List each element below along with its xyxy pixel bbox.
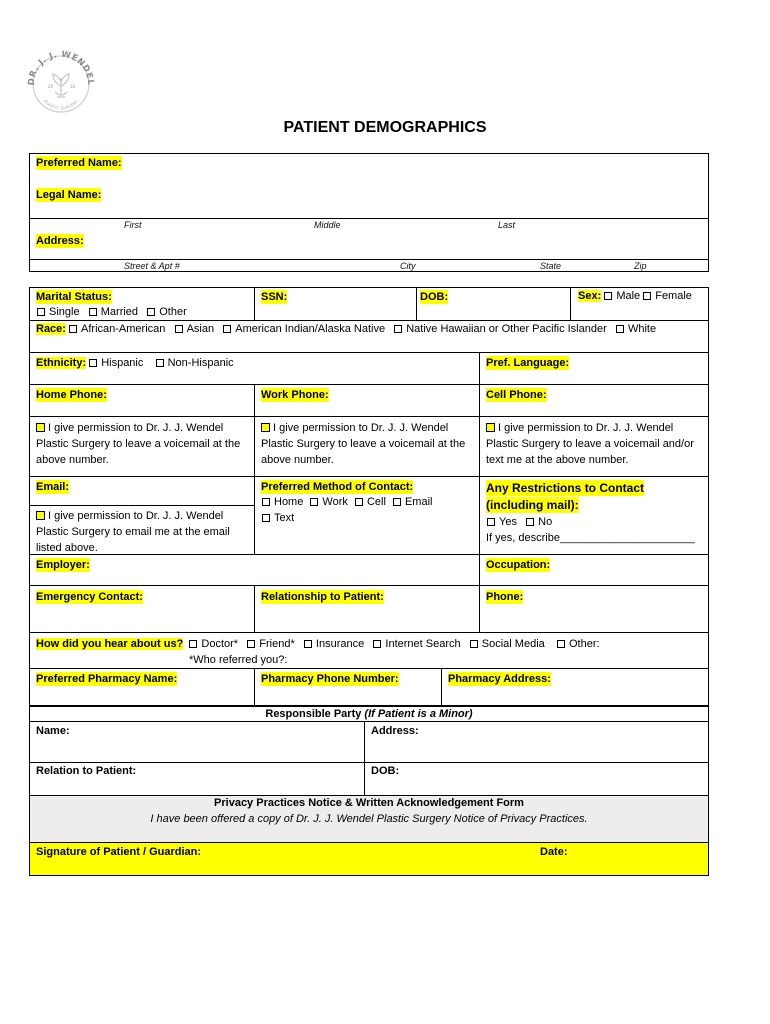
sex-label: Sex:	[578, 290, 602, 302]
work-voicemail-permission: I give permission to Dr. J. J. Wendel Plastic Surgery to leave a voicemail at the above number.	[261, 422, 466, 466]
home-phone-label: Home Phone:	[36, 389, 107, 401]
checkbox-hispanic[interactable]	[89, 359, 97, 367]
preferred-contact-label: Preferred Method of Contact:	[261, 481, 414, 493]
marital-options: Single Married Other	[37, 304, 187, 320]
occupation-label: Occupation:	[486, 559, 551, 571]
logo-subtext: PLASTIC SURGERY	[43, 99, 79, 111]
cell-voicemail-permission: I give permission to Dr. J. J. Wendel Plastic Surgery to leave a voicemail and/or text me at the above number.	[486, 422, 694, 466]
pharmacy-phone-label: Pharmacy Phone Number:	[261, 673, 399, 685]
hear-about-label: How did you hear about us?	[36, 638, 184, 650]
checkbox-white[interactable]	[616, 325, 624, 333]
checkbox-male[interactable]	[604, 292, 612, 300]
checkbox-non-hispanic[interactable]	[156, 359, 164, 367]
rp-address-label: Address:	[371, 725, 419, 737]
sex-field: Sex: Male Female	[578, 290, 692, 302]
logo-est-left: 20	[48, 84, 54, 89]
checkbox-contact-text[interactable]	[262, 514, 270, 522]
signature-label: Signature of Patient / Guardian:	[36, 846, 202, 858]
city-label: City	[400, 261, 416, 271]
pharmacy-address-label: Pharmacy Address:	[448, 673, 551, 685]
logo-est-right: 18	[70, 84, 76, 89]
pharmacy-name-label: Preferred Pharmacy Name:	[36, 673, 178, 685]
work-permission-checkbox[interactable]	[261, 423, 270, 432]
ethnicity-field: Ethnicity: Hispanic Non-Hispanic	[36, 357, 234, 369]
restrictions-label-1: Any Restrictions to Contact	[486, 481, 645, 495]
checkbox-hear-friend[interactable]	[247, 640, 255, 648]
dob-label: DOB:	[420, 291, 449, 303]
emergency-contact-label: Emergency Contact:	[36, 591, 143, 603]
state-label: State	[540, 261, 562, 271]
restrictions-describe: If yes, describe______________________	[486, 532, 695, 544]
privacy-text: I have been offered a copy of Dr. J. J. Wendel Plastic Surgery Notice of Privacy Practices.	[150, 813, 588, 825]
checkbox-married[interactable]	[89, 308, 97, 316]
contact-options-row1: Home Work Cell Email	[262, 494, 432, 510]
marital-status-label: Marital Status:	[36, 291, 112, 303]
checkbox-african-american[interactable]	[69, 325, 77, 333]
preferred-name-label: Preferred Name:	[36, 157, 122, 169]
checkbox-hear-insurance[interactable]	[304, 640, 312, 648]
who-referred-label: *Who referred you?:	[189, 654, 288, 666]
checkbox-contact-home[interactable]	[262, 498, 270, 506]
race-field: Race: African-American Asian American Indian/Alaska Native Native Hawaiian or Other Pacific Islander White	[36, 323, 657, 335]
home-voicemail-permission: I give permission to Dr. J. J. Wendel Plastic Surgery to leave a voicemail at the above number.	[36, 422, 241, 466]
middle-label: Middle	[314, 220, 341, 230]
street-label: Street & Apt #	[124, 261, 180, 271]
rp-name-label: Name:	[36, 725, 70, 737]
legal-name-label: Legal Name:	[36, 189, 102, 201]
ssn-label: SSN:	[261, 291, 288, 303]
restrictions-label-2: (including mail):	[486, 498, 579, 512]
cell-phone-label: Cell Phone:	[486, 389, 547, 401]
logo-text: DR. J. J. WENDEL	[26, 49, 96, 86]
employer-label: Employer:	[36, 559, 90, 571]
home-permission-checkbox[interactable]	[36, 423, 45, 432]
practice-logo	[22, 42, 100, 120]
restrictions-options: Yes No	[487, 514, 552, 530]
checkbox-hear-internet[interactable]	[373, 640, 381, 648]
checkbox-contact-email[interactable]	[393, 498, 401, 506]
cell-permission-checkbox[interactable]	[486, 423, 495, 432]
checkbox-asian[interactable]	[175, 325, 183, 333]
checkbox-female[interactable]	[643, 292, 651, 300]
email-permission: I give permission to Dr. J. J. Wendel Plastic Surgery to email me at the email listed above.	[36, 510, 230, 554]
last-label: Last	[498, 220, 516, 230]
hear-about-field: How did you hear about us? Doctor* Friend* Insurance Internet Search Social Media Other:	[36, 638, 600, 650]
checkbox-native-hawaiian[interactable]	[394, 325, 402, 333]
pref-language-label: Pref. Language:	[486, 357, 570, 369]
first-label: First	[124, 220, 142, 230]
checkbox-restrictions-no[interactable]	[526, 518, 534, 526]
responsible-party-heading: Responsible Party (If Patient is a Minor)	[265, 708, 473, 720]
checkbox-hear-doctor[interactable]	[189, 640, 197, 648]
checkbox-contact-work[interactable]	[310, 498, 318, 506]
ethnicity-label: Ethnicity:	[36, 357, 87, 369]
rp-dob-label: DOB:	[371, 765, 400, 777]
date-label: Date:	[540, 846, 568, 858]
relationship-label: Relationship to Patient:	[261, 591, 384, 603]
email-label: Email:	[36, 481, 70, 493]
checkbox-restrictions-yes[interactable]	[487, 518, 495, 526]
checkbox-contact-cell[interactable]	[355, 498, 363, 506]
contact-options-row2: Text	[262, 510, 294, 526]
race-label: Race:	[36, 323, 66, 335]
checkbox-hear-other[interactable]	[557, 640, 565, 648]
checkbox-single[interactable]	[37, 308, 45, 316]
phone-label: Phone:	[486, 591, 524, 603]
checkbox-hear-social[interactable]	[470, 640, 478, 648]
address-label: Address:	[36, 235, 84, 247]
rp-relation-label: Relation to Patient:	[36, 765, 137, 777]
work-phone-label: Work Phone:	[261, 389, 329, 401]
logo-seal-icon	[22, 42, 100, 120]
checkbox-other[interactable]	[147, 308, 155, 316]
page-title: PATIENT DEMOGRAPHICS	[283, 119, 487, 136]
email-permission-checkbox[interactable]	[36, 511, 45, 520]
checkbox-american-indian[interactable]	[223, 325, 231, 333]
zip-label: Zip	[634, 261, 647, 271]
privacy-title: Privacy Practices Notice & Written Acknowledgement Form	[214, 797, 524, 809]
